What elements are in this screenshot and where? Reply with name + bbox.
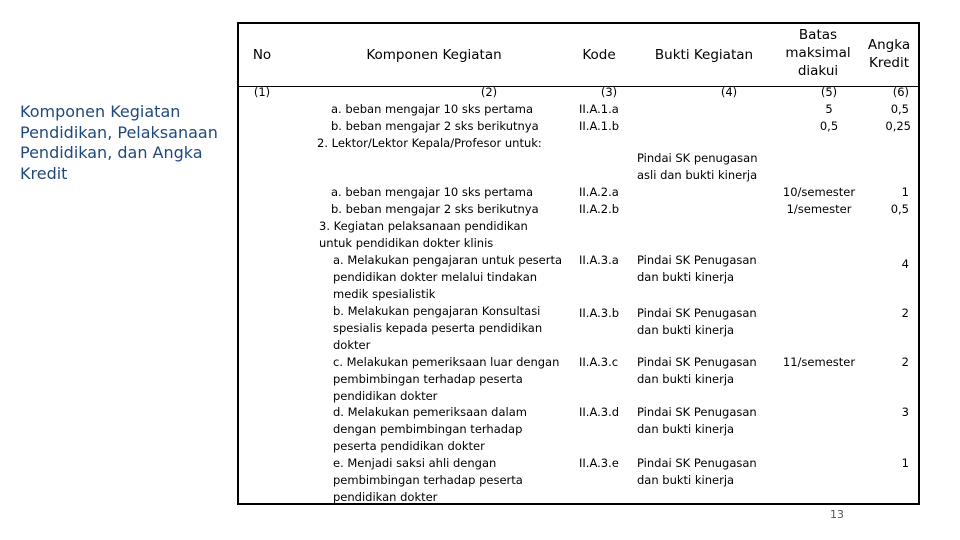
row-batas: 5 bbox=[825, 102, 833, 116]
index-angka: (6) bbox=[892, 85, 909, 99]
header-kode: Kode bbox=[582, 47, 616, 63]
row-angka: 0,5 bbox=[890, 102, 909, 116]
header-angka: Angka Kredit bbox=[867, 37, 911, 71]
row-batas: 10/semester bbox=[782, 185, 856, 199]
row-angka: 1 bbox=[901, 456, 909, 470]
row-komponen: d. Melakukan pemeriksaan dalam dengan pembimbingan terhadap peserta pendidikan dokter bbox=[333, 405, 527, 453]
row-bukti: Pindai SK Penugasan dan bukti kinerja bbox=[637, 456, 757, 487]
row-bukti: Pindai SK penugasan asli dan bukti kinerja bbox=[637, 151, 758, 182]
row-batas: 0,5 bbox=[819, 119, 839, 133]
row-kode: II.A.3.c bbox=[579, 355, 619, 369]
row-angka: 3 bbox=[901, 405, 909, 419]
row-angka: 0,5 bbox=[890, 202, 909, 216]
row-komponen: b. beban mengajar 2 sks berikutnya bbox=[331, 202, 539, 216]
row-komponen: b. Melakukan pengajaran Konsultasi spesialis kepada peserta pendidikan dokter bbox=[333, 304, 543, 352]
index-batas: (5) bbox=[820, 85, 838, 99]
page-number: 13 bbox=[830, 508, 844, 521]
row-kode: II.A.2.b bbox=[579, 202, 620, 216]
row-komponen: b. beban mengajar 2 sks berikutnya bbox=[331, 119, 539, 133]
row-kode: II.A.3.a bbox=[579, 253, 619, 267]
index-kode: (3) bbox=[600, 85, 618, 99]
header-batas: Batas maksimal diakui bbox=[785, 27, 851, 79]
row-bukti: Pindai SK Penugasan dan bukti kinerja bbox=[637, 306, 757, 337]
row-bukti: Pindai SK Penugasan dan bukti kinerja bbox=[637, 405, 757, 436]
section-title: Komponen Kegiatan Pendidikan, Pelaksanaan Pendidikan, dan Angka Kredit bbox=[20, 102, 218, 183]
row-batas: 1/semester bbox=[786, 202, 852, 216]
activity-table bbox=[237, 22, 920, 505]
row-bukti: Pindai SK Penugasan dan bukti kinerja bbox=[637, 355, 757, 386]
header-komponen: Komponen Kegiatan bbox=[366, 47, 502, 63]
index-no: (1) bbox=[253, 85, 271, 99]
row-angka: 1 bbox=[901, 185, 909, 199]
row-kode: II.A.1.a bbox=[579, 102, 619, 116]
row-kode: II.A.3.b bbox=[579, 306, 620, 320]
row-komponen: e. Menjadi saksi ahli dengan pembimbingan terhadap peserta pendidikan dokter bbox=[333, 456, 523, 504]
row-batas: 11/semester bbox=[782, 355, 856, 369]
index-komponen: (2) bbox=[480, 85, 498, 99]
row-komponen: a. beban mengajar 10 sks pertama bbox=[331, 102, 534, 116]
row-kode: II.A.3.e bbox=[579, 456, 619, 470]
row-angka: 2 bbox=[901, 306, 909, 320]
row-komponen: 2. Lektor/Lektor Kepala/Profesor untuk: bbox=[317, 136, 542, 150]
row-kode: II.A.1.b bbox=[579, 119, 620, 133]
row-komponen: a. beban mengajar 10 sks pertama bbox=[331, 185, 534, 199]
row-kode: II.A.3.d bbox=[579, 405, 620, 419]
index-bukti: (4) bbox=[720, 85, 738, 99]
row-angka: 4 bbox=[901, 257, 909, 271]
header-no: No bbox=[252, 47, 272, 63]
header-bukti: Bukti Kegiatan bbox=[654, 47, 754, 63]
row-bukti: Pindai SK Penugasan dan bukti kinerja bbox=[637, 253, 757, 284]
row-angka: 0,25 bbox=[885, 119, 911, 133]
row-komponen: 3. Kegiatan pelaksanaan pendidikan untuk pendidikan dokter klinis bbox=[319, 219, 528, 250]
row-kode: II.A.2.a bbox=[579, 185, 619, 199]
row-angka: 2 bbox=[901, 355, 909, 369]
row-komponen: a. Melakukan pengajaran untuk peserta pendidikan dokter melalui tindakan medik spesialistik bbox=[333, 253, 563, 301]
row-komponen: c. Melakukan pemeriksaan luar dengan pembimbingan terhadap peserta pendidikan dokter bbox=[333, 355, 560, 403]
